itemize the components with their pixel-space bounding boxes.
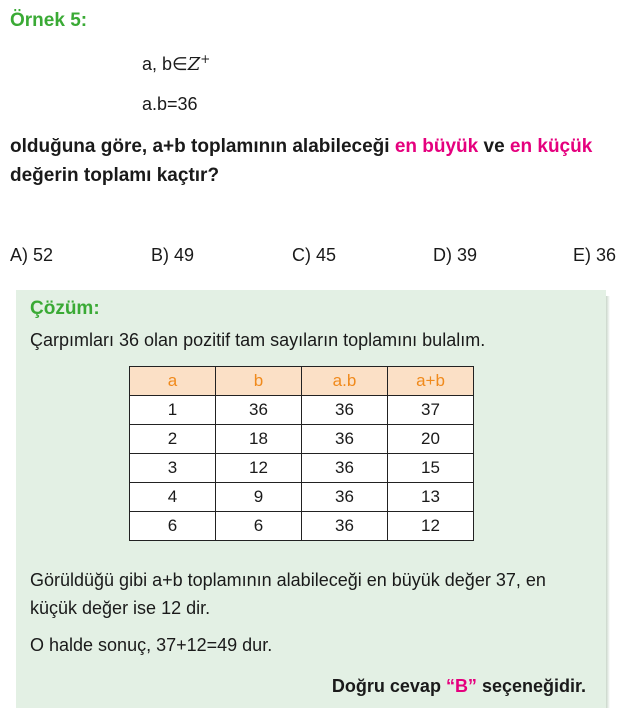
given-set-prefix: a, b∈ xyxy=(142,54,188,74)
table-cell: 6 xyxy=(216,512,302,541)
table-cell: 12 xyxy=(216,454,302,483)
table-cell: 37 xyxy=(388,396,474,425)
table-cell: 3 xyxy=(130,454,216,483)
table-cell: 36 xyxy=(216,396,302,425)
solution-panel xyxy=(16,290,606,708)
table-row xyxy=(130,396,474,425)
table-header: a+b xyxy=(388,367,474,396)
table-cell: 36 xyxy=(302,396,388,425)
option-c: C) 45 xyxy=(292,245,337,265)
option-d: D) 39 xyxy=(433,245,478,265)
integer-set-symbol: Z+ xyxy=(187,52,211,75)
highlight-smallest: en küçük xyxy=(509,136,593,157)
table-header-row xyxy=(130,367,474,396)
correct-answer: Doğru cevap “B” seçeneğidir. xyxy=(331,676,586,696)
table-cell: 13 xyxy=(388,483,474,512)
option-e: E) 36 xyxy=(573,245,617,265)
table-header: a xyxy=(130,367,216,396)
table-cell: 15 xyxy=(388,454,474,483)
answer-choice: “B” xyxy=(445,676,477,696)
option-b: B) 49 xyxy=(151,245,195,265)
solution-result: O halde sonuç, 37+12=49 dur. xyxy=(30,635,273,655)
table-row xyxy=(130,454,474,483)
table-cell: 36 xyxy=(302,512,388,541)
option-a: A) 52 xyxy=(10,245,54,265)
table-cell: 20 xyxy=(388,425,474,454)
table-cell: 2 xyxy=(130,425,216,454)
solution-panel-shadow xyxy=(606,296,610,708)
table-row xyxy=(130,483,474,512)
table-header: b xyxy=(216,367,302,396)
table-cell: 1 xyxy=(130,396,216,425)
example-title: Örnek 5: xyxy=(10,10,88,31)
table-cell: 9 xyxy=(216,483,302,512)
table-cell: 36 xyxy=(302,483,388,512)
table-cell: 18 xyxy=(216,425,302,454)
table-row xyxy=(130,512,474,541)
table-cell: 36 xyxy=(302,425,388,454)
table-header: a.b xyxy=(302,367,388,396)
solution-title: Çözüm: xyxy=(30,298,100,319)
solution-explanation: Görüldüğü gibi a+b toplamının alabileceği en büyük değer 37, en küçük değer ise 12 dir. xyxy=(30,570,546,618)
table-cell: 4 xyxy=(130,483,216,512)
table-cell: 36 xyxy=(302,454,388,483)
highlight-largest: en büyük xyxy=(394,136,479,157)
question-text: olduğuna göre, a+b toplamının alabileceği en büyük ve en küçük değerin toplamı kaçtır? xyxy=(10,136,593,186)
table-cell: 6 xyxy=(130,512,216,541)
products-table xyxy=(129,366,474,541)
table-row xyxy=(130,425,474,454)
table-cell: 12 xyxy=(388,512,474,541)
given-line-set xyxy=(142,52,210,75)
solution-intro: Çarpımları 36 olan pozitif tam sayıların toplamını bulalım. xyxy=(30,330,486,350)
given-line-product: a.b=36 xyxy=(142,94,198,114)
